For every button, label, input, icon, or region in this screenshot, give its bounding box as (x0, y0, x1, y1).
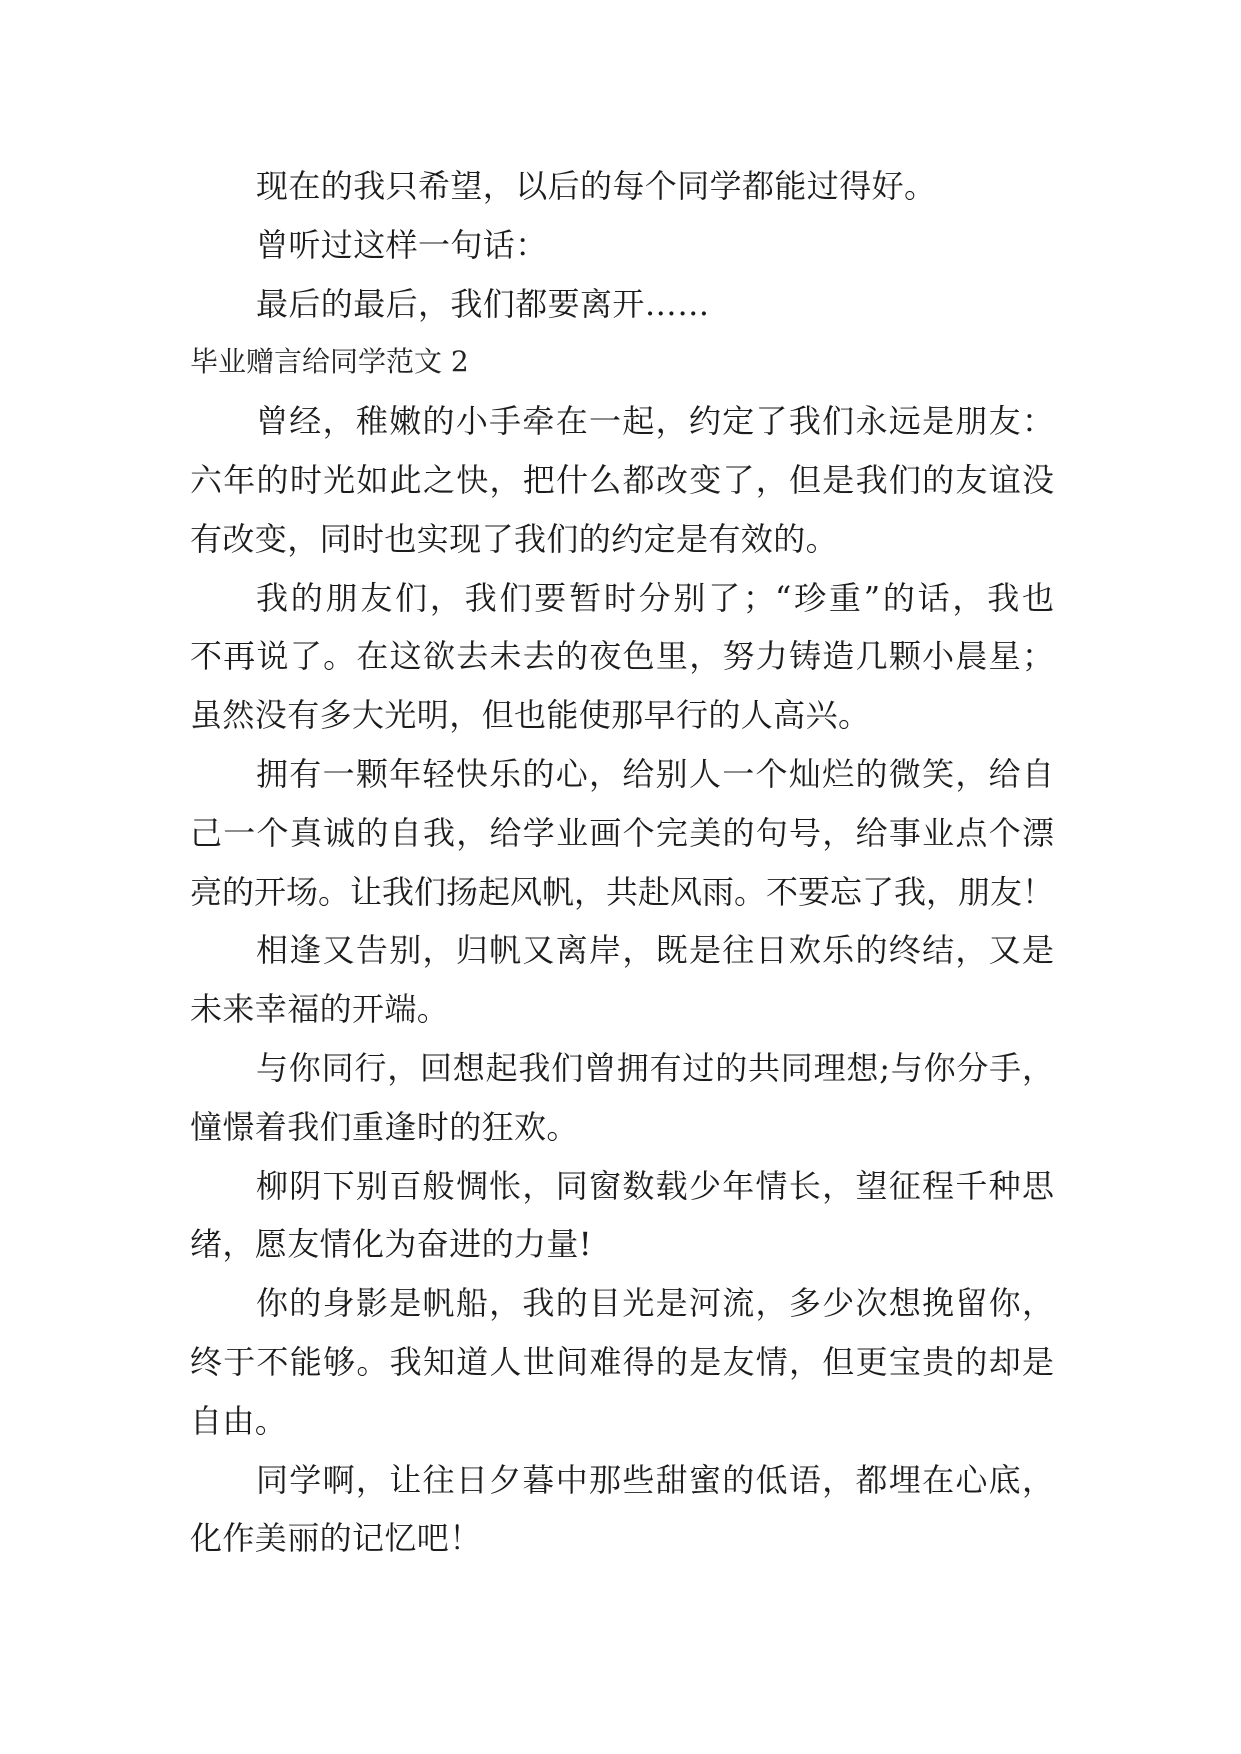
paragraph-line: 我的朋友们，我们要暂时分别了；“珍重”的话，我也 (256, 578, 1054, 617)
paragraph (190, 275, 1054, 334)
paragraph-line: 亮的开场。让我们扬起风帆，共赴风雨。不要忘了我，朋友！ (190, 872, 1055, 911)
paragraph (190, 1157, 1054, 1275)
section-heading: 毕业赠言给同学范文 2 (190, 345, 469, 379)
paragraph-line: 绪，愿友情化为奋进的力量! (190, 1225, 593, 1264)
paragraph-line: 憧憬着我们重逢时的狂欢。 (190, 1107, 579, 1146)
paragraph-line: 你的身影是帆船，我的目光是河流，多少次想挽留你， (256, 1284, 1054, 1323)
paragraph-line: 曾听过这样一句话： (256, 225, 548, 264)
paragraph (190, 1274, 1054, 1450)
paragraph (190, 1039, 1054, 1157)
paragraph-line: 相逢又告别，归帆又离岸，既是往日欢乐的终结，又是 (256, 931, 1054, 970)
paragraph-line: 化作美丽的记忆吧！ (190, 1519, 482, 1558)
paragraph (190, 157, 1054, 216)
paragraph-line: 现在的我只希望，以后的每个同学都能过得好。 (256, 167, 937, 205)
paragraph-line: 虽然没有多大光明，但也能使那早行的人高兴。 (190, 696, 871, 735)
paragraph-line: 自由。 (190, 1401, 288, 1440)
paragraph (190, 745, 1054, 921)
paragraph-line: 终于不能够。我知道人世间难得的是友情，但更宝贵的却是 (190, 1342, 1054, 1381)
paragraph-line: 柳阴下别百般惆怅，同窗数载少年情长，望征程千种思 (256, 1166, 1054, 1205)
paragraph (190, 392, 1054, 568)
paragraph-line: 不再说了。在这欲去未去的夜色里，努力铸造几颗小晨星； (190, 637, 1054, 676)
paragraph-line: 曾经，稚嫩的小手牵在一起，约定了我们永远是朋友： (256, 402, 1054, 441)
paragraph-line: 六年的时光如此之快，把什么都改变了，但是我们的友谊没 (190, 460, 1054, 499)
paragraph-line: 未来幸福的开端。 (190, 990, 450, 1029)
paragraph-line: 与你同行，回想起我们曾拥有过的共同理想;与你分手， (256, 1048, 1054, 1087)
paragraph (190, 921, 1054, 1039)
paragraph-line: 最后的最后，我们都要离开…… (256, 284, 710, 323)
paragraph-line: 有改变，同时也实现了我们的约定是有效的。 (190, 519, 839, 558)
paragraph (190, 1451, 1054, 1569)
paragraph (190, 569, 1054, 745)
paragraph-line: 己一个真诚的自我，给学业画个完美的句号，给事业点个漂 (190, 813, 1054, 852)
paragraph-line: 同学啊，让往日夕暮中那些甜蜜的低语，都埋在心底， (256, 1460, 1054, 1499)
document-body (190, 157, 1054, 1568)
paragraph (190, 216, 1054, 275)
paragraph-line: 拥有一颗年轻快乐的心，给别人一个灿烂的微笑，给自 (256, 754, 1054, 793)
